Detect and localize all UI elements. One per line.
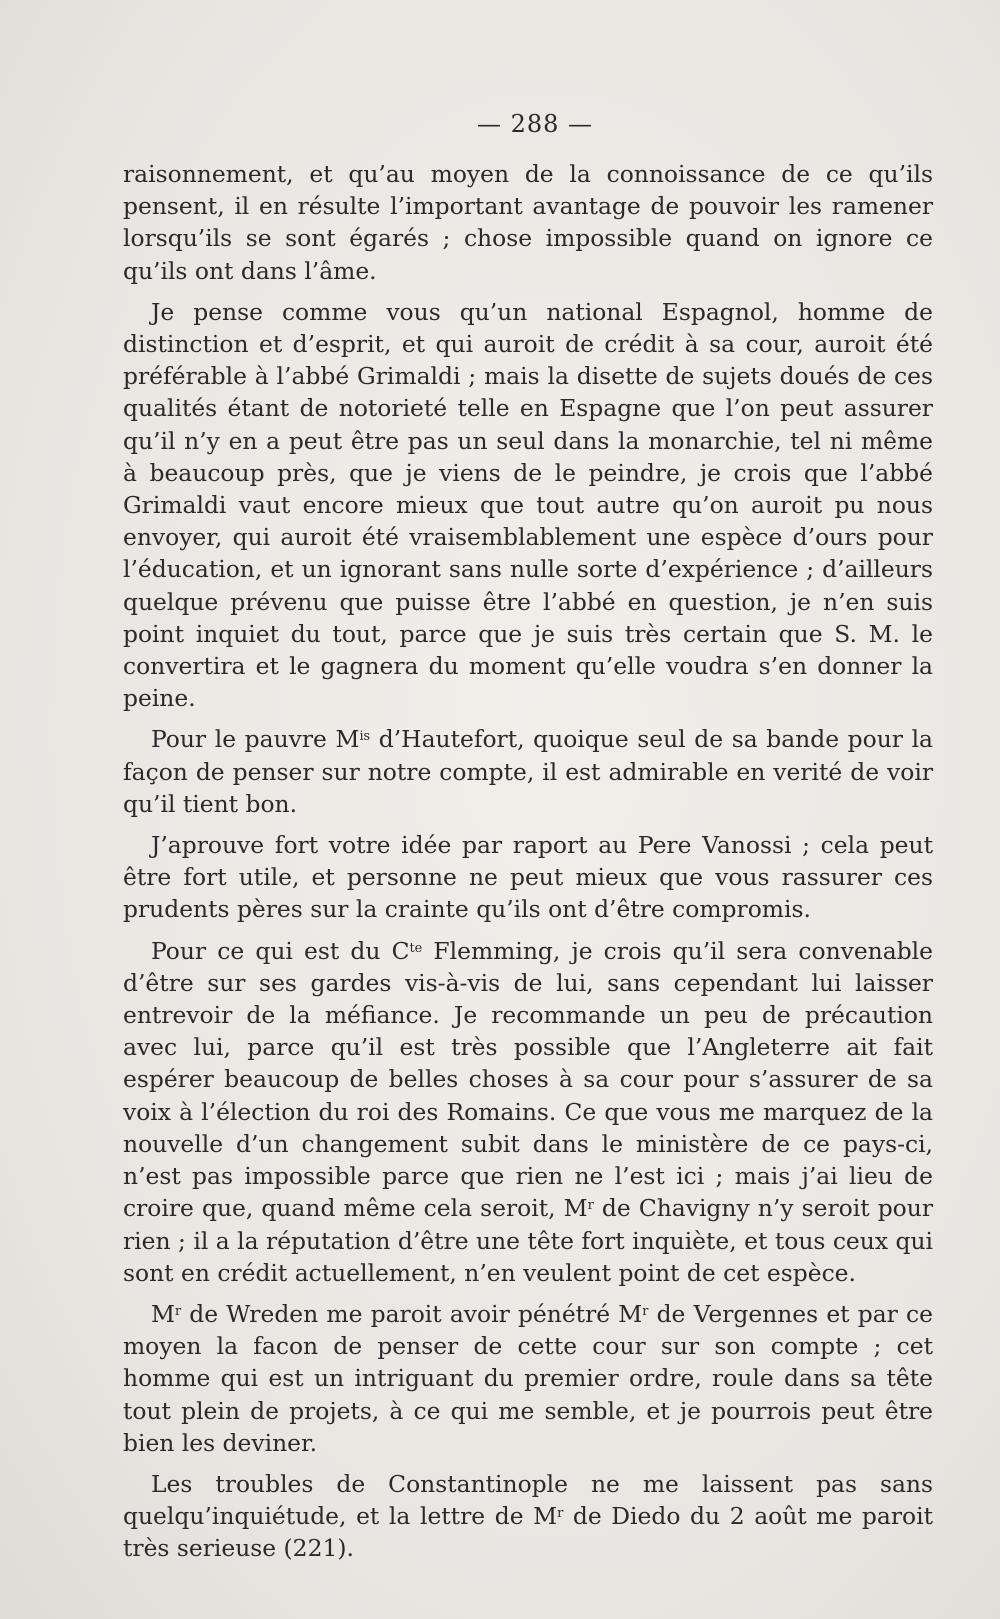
paragraph: [123, 296, 933, 715]
text-segment: de Chavigny n’y seroit pour rien ; il a la réputation d’être une tête fort inquiète, et tous ceux qui sont en crédit actuellement, n’en veulent point de cet espèce.: [123, 1194, 934, 1287]
superscript-abbreviation: r: [642, 1303, 649, 1319]
text-segment: M: [151, 1299, 175, 1328]
text-segment: Les troubles de Constantinople ne me laissent pas sans quelqu’inquiétude, et la lettre de M: [123, 1469, 933, 1531]
page-number: — 288 —: [476, 110, 594, 138]
superscript-abbreviation: r: [587, 1198, 594, 1214]
superscript-abbreviation: te: [409, 940, 423, 956]
text-segment: raisonnement, et qu’au moyen de la connoissance de ce qu’ils pensent, il en résulte l’important avantage de pouvoir les ramener lorsqu’ils se sont égarés ; chose impossible quand on ignore ce qu’ils ont dans l’âme.: [123, 160, 933, 285]
text-segment: de Wreden me paroit avoir pénétré M: [181, 1299, 643, 1328]
text-segment: Flemming, je crois qu’il sera convenable d’être sur ses gardes vis-à-vis de lui, sans cependant lui laisser entrevoir de la méfiance. Je recommande un peu de précaution avec lui, parce qu’il est très possible que l’Angleterre ait fait espérer beaucoup de belles choses à sa cour pour s’assurer de sa voix à l’élection du roi des Romains. Ce que vous me marquez de la nouvelle d’un changement subit dans le ministère de ce pays-ci, n’est pas impossible parce que rien ne l’est ici ; mais j’ai lieu de croire que, quand même cela seroit, M: [123, 936, 933, 1223]
text-segment: J’aprouve fort votre idée par raport au Pere Vanossi ; cela peut être fort utile, et personne ne peut mieux que vous rassurer ces prudents pères sur la crainte qu’ils ont d’être compromis.: [123, 831, 933, 924]
paragraph: [123, 158, 933, 287]
text-segment: de Vergennes et par ce moyen la facon de penser de cette cour sur son compte ; cet homme qui est un intriguant du premier ordre, roule dans sa tête tout plein de projets, à ce qui me semble, et je pourrois peut être bien les deviner.: [123, 1299, 933, 1457]
text-segment: Pour ce qui est du C: [151, 936, 410, 965]
paragraph: [123, 1298, 933, 1459]
superscript-abbreviation: r: [557, 1506, 564, 1522]
paragraph: [123, 723, 933, 820]
paragraph: [123, 829, 933, 926]
paragraph: [123, 1468, 933, 1565]
body-text: [123, 158, 933, 1565]
text-segment: Pour le pauvre M: [151, 725, 360, 754]
superscript-abbreviation: is: [359, 729, 371, 745]
text-segment: d’Hautefort, quoique seul de sa bande pour la façon de penser sur notre compte, il est admirable en verité de voir qu’il tient bon.: [123, 725, 933, 818]
text-segment: Je pense comme vous qu’un national Espagnol, homme de distinction et d’esprit, et qui auroit de crédit à sa cour, auroit été préférable à l’abbé Grimaldi ; mais la disette de sujets doués de ces qualités étant de notorieté telle en Espagne que l’on peut assurer qu’il n’y en a peut être pas un seul dans la monarchie, tel ni même à beaucoup près, que je viens de le peindre, je crois que l’abbé Grimaldi vaut encore mieux que tout autre qu’on auroit pu nous envoyer, qui auroit été vraisemblablement une espèce d’ours pour l’éducation, et un ignorant sans nulle sorte d’expérience ; d’ailleurs quelque prévenu que puisse être l’abbé en question, je n’en suis point inquiet du tout, parce que je suis très certain que S. M. le convertira et le gagnera du moment qu’elle voudra s’en donner la peine.: [123, 297, 933, 713]
superscript-abbreviation: r: [174, 1303, 182, 1319]
paragraph: [123, 935, 933, 1289]
text-segment: de Diedo du 2 août me paroit très serieuse (221).: [123, 1502, 933, 1563]
